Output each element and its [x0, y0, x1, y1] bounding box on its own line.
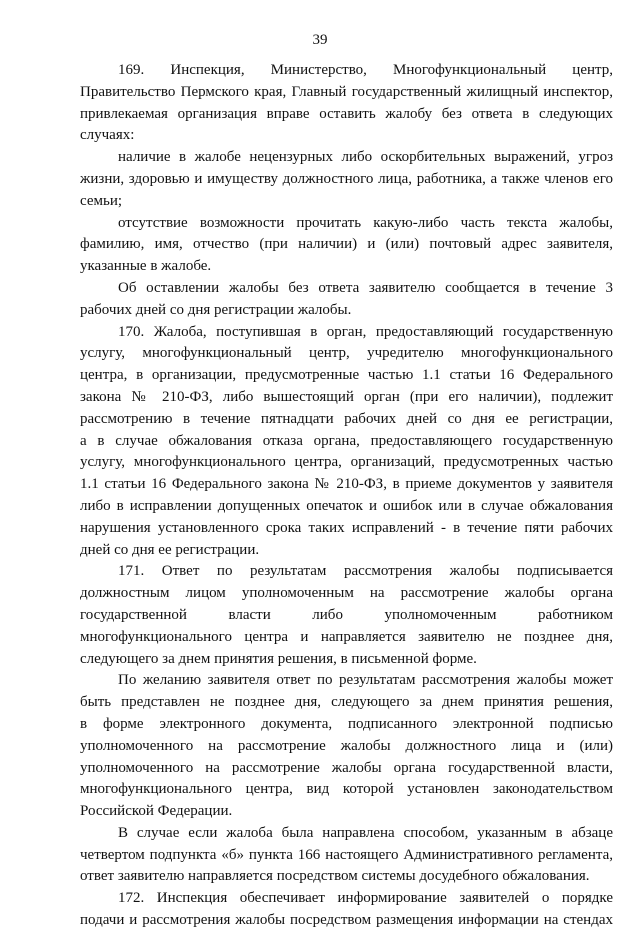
text-line: рабочих дней со дня регистрации жалобы. — [80, 301, 352, 318]
text-line: многофункционального центра, вид которой установлен законодательством — [80, 781, 613, 798]
text-line: Об оставлении жалобы без ответа заявителю сообщается в течение 3 — [118, 279, 613, 296]
text-line: указанные в жалобе. — [80, 258, 212, 275]
text-line: отсутствие возможности прочитать какую-либо часть текста жалобы, — [118, 214, 613, 231]
text-line: быть представлен не позднее дня, следующего за днем принятия решения, — [80, 694, 613, 711]
text-line: закона № 210-ФЗ, либо вышестоящий орган (при его наличии), подлежит — [80, 388, 613, 405]
text-line: следующего за днем принятия решения, в письменной форме. — [80, 650, 477, 667]
text-line: семьи; — [80, 192, 123, 209]
text-line: 172. Инспекция обеспечивает информирование заявителей о порядке — [118, 890, 613, 907]
text-line: 170. Жалоба, поступившая в орган, предоставляющий государственную — [118, 323, 613, 340]
text-line: наличие в жалобе нецензурных либо оскорбительных выражений, угроз — [118, 149, 613, 166]
text-line: а в случае обжалования отказа органа, предоставляющего государственную — [80, 432, 613, 449]
text-line: в форме электронного документа, подписанного электронной подписью — [80, 715, 613, 732]
text-line: либо в исправлении допущенных опечаток и ошибок или в случае обжалования — [80, 497, 613, 514]
text-line: 171. Ответ по результатам рассмотрения жалобы подписывается — [118, 563, 613, 580]
text-line: четвертом подпункта «б» пункта 166 настоящего Административного регламента, — [80, 846, 613, 863]
text-line: уполномоченного на рассмотрение жалобы органа государственной власти, — [80, 759, 613, 776]
text-line: услугу, многофункциональный центр, учредителю многофункционального — [80, 345, 613, 362]
text-line: государственной власти либо уполномоченным работником — [80, 606, 613, 623]
text-line: жизни, здоровью и имуществу должностного лица, работника, а также членов его — [80, 170, 613, 187]
text-line: услугу, многофункционального центра, организаций, предусмотренных частью — [80, 454, 613, 471]
text-line: нарушения установленного срока таких исправлений - в течение пяти рабочих — [80, 519, 613, 536]
text-line: случаях: — [80, 127, 135, 144]
text-line: 169. Инспекция, Министерство, Многофункциональный центр, — [118, 62, 613, 78]
text-line: рассмотрению в течение пятнадцати рабочих дней со дня ее регистрации, — [80, 410, 613, 427]
text-line: Правительство Пермского края, Главный государственный жилищный инспектор, — [80, 83, 613, 100]
text-line: многофункционального центра и направляется заявителю не позднее дня, — [80, 628, 613, 645]
text-line: уполномоченного на рассмотрение жалобы должностного лица и (или) — [80, 737, 613, 754]
text-line: подачи и рассмотрения жалобы посредством размещения информации на стендах — [80, 912, 613, 929]
text-line: ответ заявителю направляется посредством системы досудебного обжалования. — [80, 868, 590, 885]
text-line: В случае если жалоба была направлена способом, указанным в абзаце — [118, 824, 613, 841]
text-line: фамилию, имя, отчество (при наличии) и (или) почтовый адрес заявителя, — [80, 236, 613, 253]
text-line: центра, в организации, предусмотренные частью 1.1 статьи 16 Федерального — [80, 367, 613, 384]
text-line: По желанию заявителя ответ по результатам рассмотрения жалобы может — [118, 672, 613, 689]
text-line: 1.1 статьи 16 Федерального закона № 210-ФЗ, в приеме документов у заявителя — [80, 476, 613, 493]
text-line: привлекаемая организация вправе оставить жалобу без ответа в следующих — [80, 105, 613, 122]
text-line: дней со дня ее регистрации. — [80, 541, 260, 558]
document-body — [80, 60, 613, 932]
text-line: должностным лицом уполномоченным на рассмотрение жалобы органа — [80, 585, 613, 602]
text-line: Российской Федерации. — [80, 803, 233, 820]
page-number: 39 — [312, 32, 328, 48]
